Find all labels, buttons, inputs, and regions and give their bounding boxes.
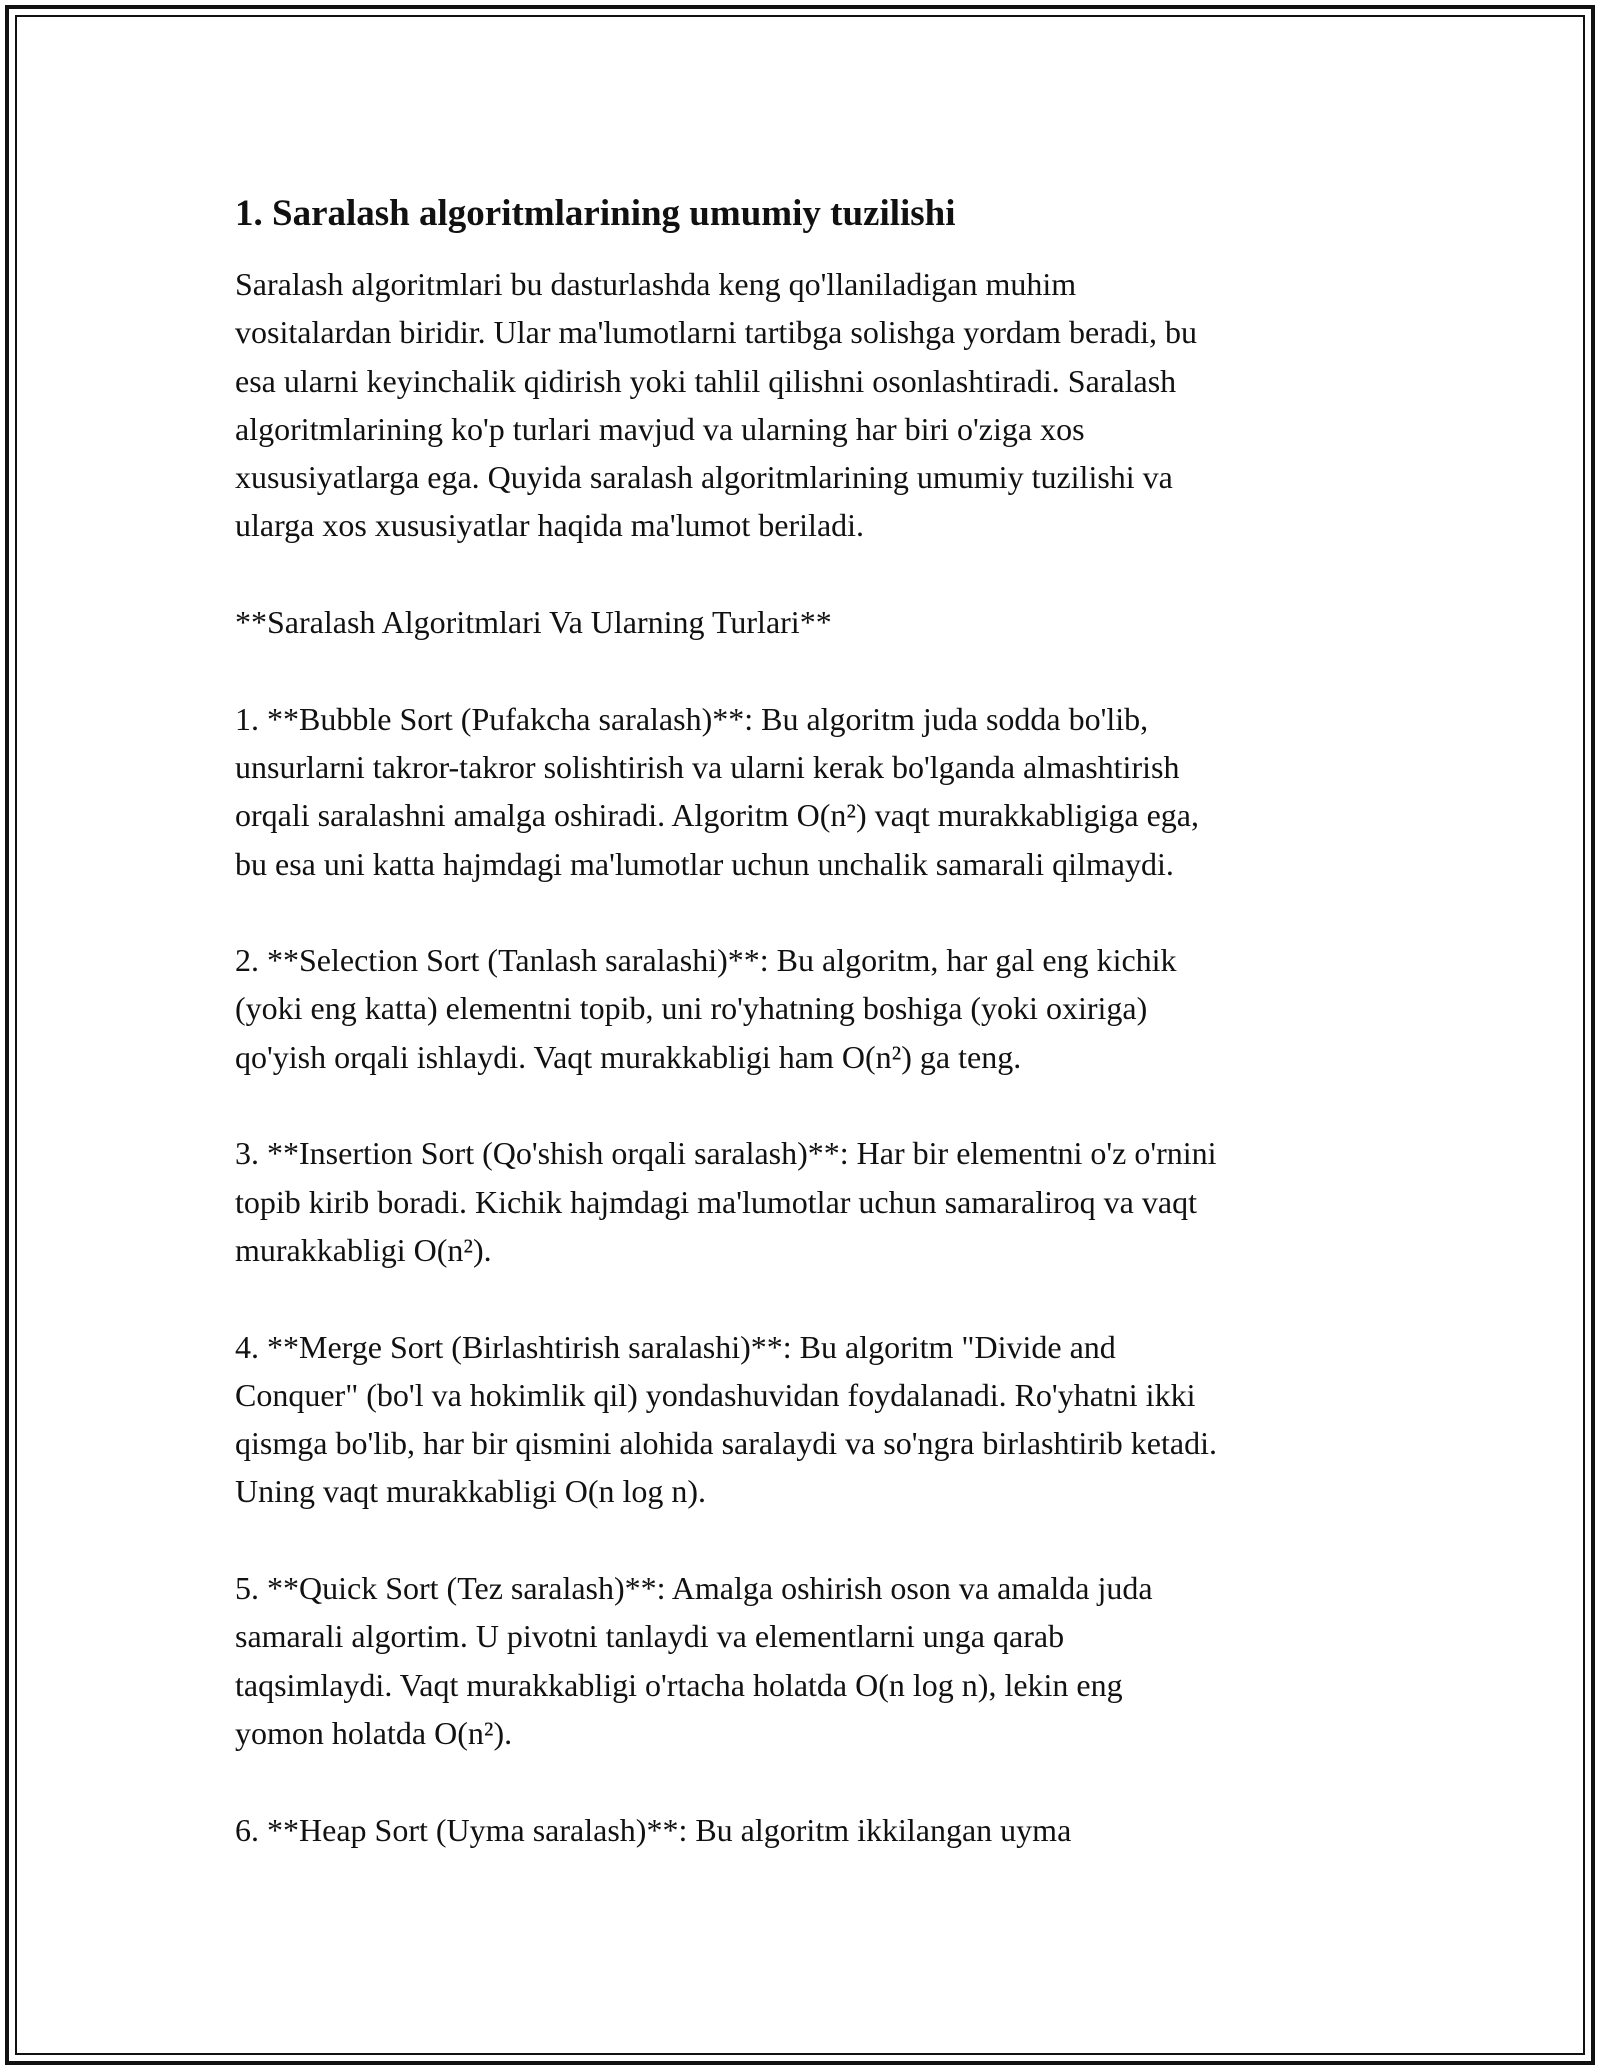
document-body [235, 186, 1365, 1854]
intro-paragraph [235, 260, 1365, 550]
text-line: algoritmlarining ko'p turlari mavjud va ularning har biri o'ziga xos [235, 410, 1085, 447]
paragraph-spacer [235, 1081, 1365, 1129]
text-line: bu esa uni katta hajmdagi ma'lumotlar uchun unchalik samarali qilmaydi. [235, 845, 1174, 882]
subheading-paragraph: **Saralash Algoritmlari Va Ularning Turlari** [235, 604, 832, 641]
text-line: qismga bo'lib, har bir qismini alohida saralaydi va so'ngra birlashtirib ketadi. [235, 1425, 1217, 1462]
text-line: 3. **Insertion Sort (Qo'shish orqali saralash)**: Har bir elementni o'z o'rnini [235, 1135, 1217, 1172]
text-line: Uning vaqt murakkabligi O(n log n). [235, 1473, 707, 1510]
text-line: vositalardan biridir. Ular ma'lumotlarni tartibga solishga yordam beradi, bu [235, 314, 1197, 351]
list-item-merge-sort [235, 1323, 1365, 1516]
text-line: esa ularni keyinchalik qidirish yoki tahlil qilishni osonlashtiradi. Saralash [235, 362, 1177, 399]
paragraph-spacer [235, 550, 1365, 598]
text-line: taqsimlaydi. Vaqt murakkabligi o'rtacha holatda O(n log n), lekin eng [235, 1666, 1123, 1703]
paragraph-spacer [235, 888, 1365, 936]
text-line: murakkabligi O(n²). [235, 1231, 492, 1268]
paragraph-spacer [235, 1274, 1365, 1322]
text-line: topib kirib boradi. Kichik hajmdagi ma'lumotlar uchun samaraliroq va vaqt [235, 1183, 1197, 1220]
text-line: Conquer" (bo'l va hokimlik qil) yondashuvidan foydalanadi. Ro'yhatni ikki [235, 1376, 1196, 1413]
text-line: Saralash algoritmlari bu dasturlashda keng qo'llaniladigan muhim [235, 266, 1077, 302]
text-line: (yoki eng katta) elementni topib, uni ro'yhatning boshiga (yoki oxiriga) [235, 990, 1148, 1027]
list-item-heap-sort [235, 1806, 1365, 1854]
text-line: 4. **Merge Sort (Birlashtirish saralashi)**: Bu algoritm "Divide and [235, 1328, 1116, 1365]
text-line: xususiyatlarga ega. Quyida saralash algoritmlarining umumiy tuzilishi va [235, 459, 1173, 496]
text-line: 5. **Quick Sort (Tez saralash)**: Amalga oshirish oson va amalda juda [235, 1570, 1153, 1607]
text-line: orqali saralashni amalga oshiradi. Algoritm O(n²) vaqt murakkabligiga ega, [235, 797, 1199, 834]
list-item-selection-sort [235, 936, 1365, 1081]
text-line: yomon holatda O(n²). [235, 1714, 513, 1751]
text-line: unsurlarni takror-takror solishtirish va ularni kerak bo'lganda almashtirish [235, 748, 1180, 785]
section-heading: 1. Saralash algoritmlarining umumiy tuzilishi [235, 193, 956, 234]
text-line: ularga xos xususiyatlar haqida ma'lumot beriladi. [235, 507, 865, 544]
paragraph-spacer [235, 646, 1365, 694]
list-item-quick-sort [235, 1564, 1365, 1757]
text-line: qo'yish orqali ishlaydi. Vaqt murakkabligi ham O(n²) ga teng. [235, 1038, 1022, 1075]
text-line: 6. **Heap Sort (Uyma saralash)**: Bu algoritm ikkilangan uyma [235, 1811, 1072, 1848]
paragraph-spacer [235, 1516, 1365, 1564]
text-line: samarali algortim. U pivotni tanlaydi va elementlarni unga qarab [235, 1618, 1065, 1655]
list-item-bubble-sort [235, 695, 1365, 888]
text-line: 2. **Selection Sort (Tanlash saralashi)**: Bu algoritm, har gal eng kichik [235, 942, 1177, 979]
list-item-insertion-sort [235, 1129, 1365, 1274]
paragraph-spacer [235, 1757, 1365, 1805]
text-line: 1. **Bubble Sort (Pufakcha saralash)**: Bu algoritm juda sodda bo'lib, [235, 700, 1149, 737]
